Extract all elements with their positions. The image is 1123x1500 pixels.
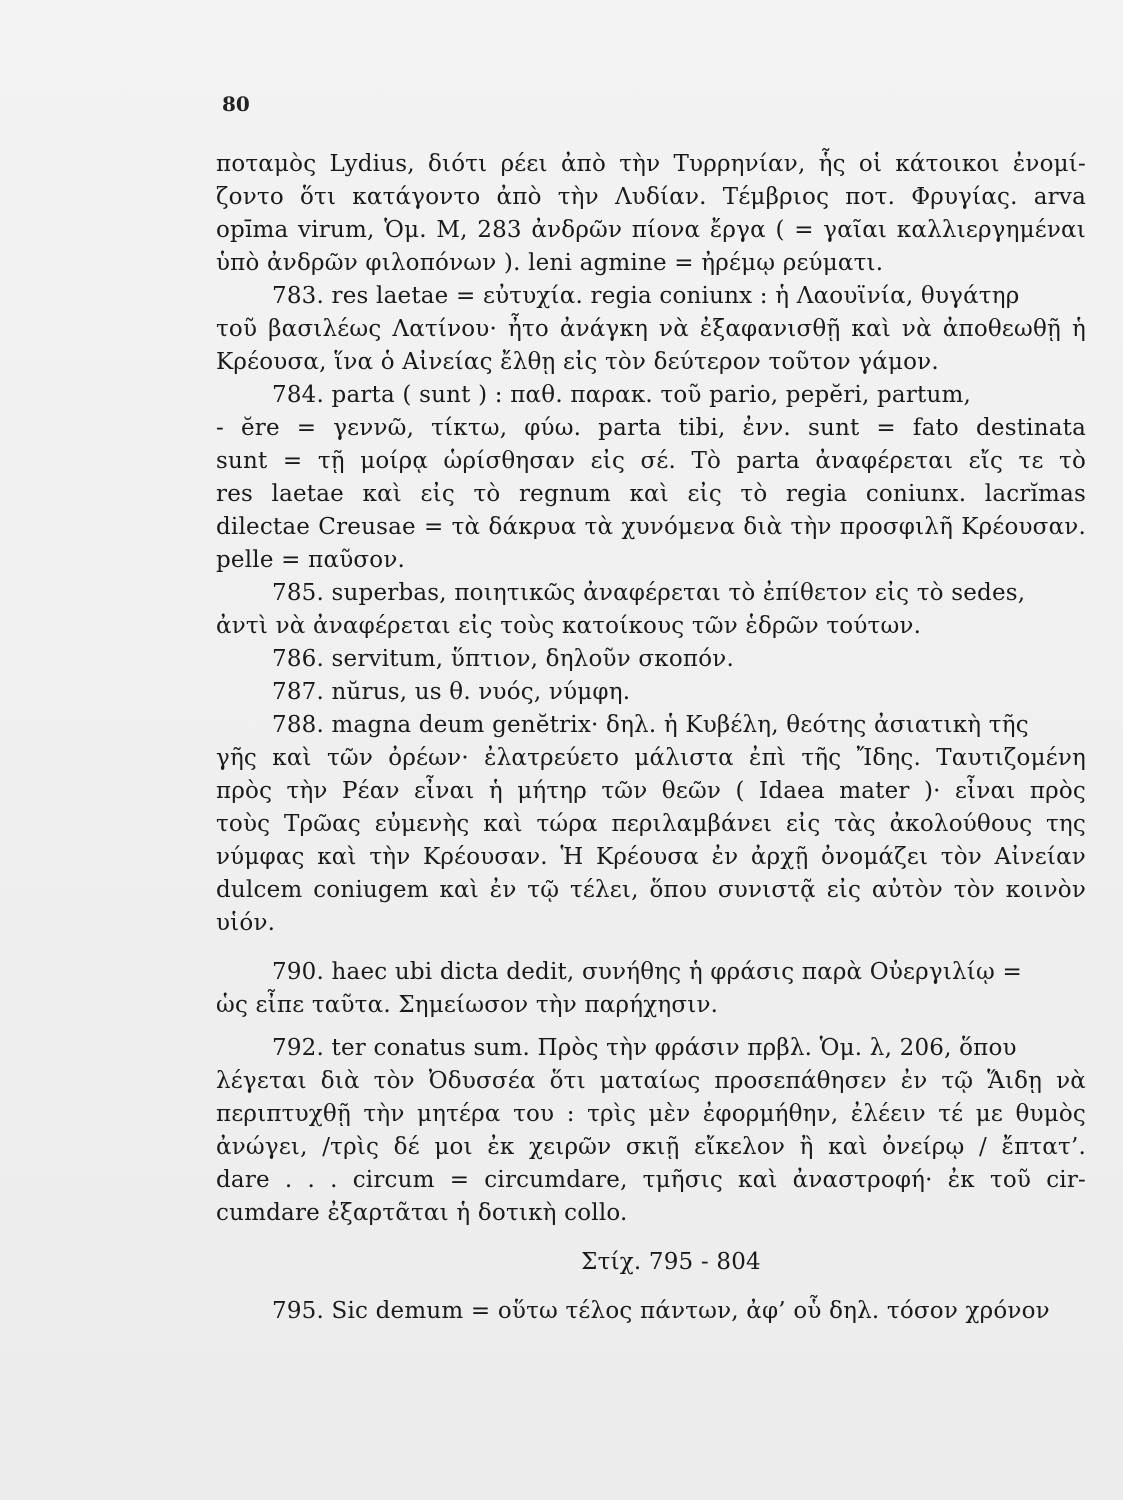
text-line: ὡς εἶπε ταῦτα. Σημείωσον τὴν παρήχησιν. xyxy=(216,992,719,1018)
text-line: ὑπὸ ἀνδρῶν φιλοπόνων ). leni agmine = ἠρέμῳ ρεύματι. xyxy=(216,250,884,276)
text-line: 788. magna deum genĕtrix· δηλ. ἡ Κυβέλη, θεότης ἀσιατικὴ τῆς xyxy=(272,712,1029,738)
section-heading: Στίχ. 795 - 804 xyxy=(581,1249,761,1275)
text-line: 795. Sic demum = οὕτω τέλος πάντων, ἀφ’ οὗ δηλ. τόσον χρόνον xyxy=(272,1298,1050,1324)
text-line: dulcem coniugem καὶ ἐν τῷ τέλει, ὅπου συνιστᾷ εἰς αὐτὸν τὸν κοινὸν xyxy=(216,877,1086,903)
text-line: sunt = τῇ μοίρᾳ ὡρίσθησαν εἰς σέ. Τὸ parta ἀναφέρεται εἴς τε τὸ xyxy=(216,448,1086,474)
text-line: ζοντο ὅτι κατάγοντο ἀπὸ τὴν Λυδίαν. Τέμβριος ποτ. Φρυγίας. arva xyxy=(216,184,1086,210)
text-line: ποταμὸς Lydius, διότι ρέει ἀπὸ τὴν Τυρρηνίαν, ἧς οἱ κάτοικοι ἐνομί- xyxy=(216,151,1086,177)
text-line: πρὸς τὴν Ρέαν εἶναι ἡ μήτηρ τῶν θεῶν ( Idaea mater )· εἶναι πρὸς xyxy=(216,778,1086,804)
text-line: νύμφας καὶ τὴν Κρέουσαν. Ἡ Κρέουσα ἐν ἀρχῇ ὀνομάζει τὸν Αἰνείαν xyxy=(216,844,1086,870)
paragraph-gap xyxy=(216,1279,1086,1295)
text-line: 786. servitum, ὕπτιον, δηλοῦν σκοπόν. xyxy=(272,646,734,672)
text-line: 787. nŭrus, us θ. νυός, νύμφη. xyxy=(272,679,631,705)
text-line: Κρέουσα, ἵνα ὁ Αἰνείας ἔλθῃ εἰς τὸν δεύτερον τοῦτον γάμον. xyxy=(216,349,939,375)
text-line: λέγεται διὰ τὸν Ὀδυσσέα ὅτι ματαίως προσεπάθησεν ἐν τῷ Ἅιδῃ νὰ xyxy=(216,1068,1086,1094)
text-line: υἱόν. xyxy=(216,910,276,936)
text-line: 783. res laetae = εὐτυχία. regia coniunx : ἡ Λαουϊνία, θυγάτηρ xyxy=(272,283,1020,309)
text-line: res laetae καὶ εἰς τὸ regnum καὶ εἰς τὸ regia coniunx. lacrĭmas xyxy=(216,481,1086,507)
text-line: τοῦ βασιλέως Λατίνου· ἦτο ἀνάγκη νὰ ἐξαφανισθῇ καὶ νὰ ἀποθεωθῇ ἡ xyxy=(216,316,1086,342)
text-line: 784. parta ( sunt ) : παθ. παρακ. τοῦ pario, pepĕri, partum, xyxy=(272,382,972,408)
text-line: γῆς καὶ τῶν ὀρέων· ἐλατρεύετο μάλιστα ἐπὶ τῆς Ἴδης. Ταυτιζομένη xyxy=(216,745,1086,771)
text-line: 790. haec ubi dicta dedit, συνήθης ἡ φράσις παρὰ Οὐεργιλίῳ = xyxy=(272,959,1022,985)
text-line: dilectae Creusae = τὰ δάκρυα τὰ χυνόμενα διὰ τὴν προσφιλῆ Κρέουσαν. xyxy=(216,514,1086,540)
text-line: περιπτυχθῇ τὴν μητέρα του : τρὶς μὲν ἐφορμήθην, ἐλέειν τέ με θυμὸς xyxy=(216,1101,1086,1127)
text-line: ἀντὶ νὰ ἀναφέρεται εἰς τοὺς κατοίκους τῶν ἑδρῶν τούτων. xyxy=(216,613,922,639)
paragraph-gap xyxy=(216,1022,1086,1032)
text-line: cumdare ἐξαρτᾶται ἡ δοτικὴ collo. xyxy=(216,1200,628,1226)
text-line: - ĕre = γεννῶ, τίκτω, φύω. parta tibi, ἐνν. sunt = fato destinata xyxy=(216,415,1086,441)
text-line: 785. superbas, ποιητικῶς ἀναφέρεται τὸ ἐπίθετον εἰς τὸ sedes, xyxy=(272,580,1026,606)
text-line: pelle = παῦσον. xyxy=(216,547,406,573)
text-line: ἀνώγει, /τρὶς δέ μοι ἐκ χειρῶν σκιῇ εἴκελον ἢ καὶ ὀνείρῳ / ἔπτατ’. xyxy=(216,1134,1086,1160)
paragraph-gap xyxy=(216,1230,1086,1246)
text-line: dare . . . circum = circumdare, τμῆσις καὶ ἀναστροφή· ἐκ τοῦ cir- xyxy=(216,1167,1086,1193)
paragraph-gap xyxy=(216,940,1086,956)
page-number: 80 xyxy=(222,92,250,116)
text-line: τοὺς Τρῶας εὐμενὴς καὶ τώρα περιλαμβάνει εἰς τὰς ἀκολούθους της xyxy=(216,811,1086,837)
text-line: opīma virum, Ὁμ. Μ, 283 ἀνδρῶν πίονα ἔργα ( = γαῖαι καλλιεργημέναι xyxy=(216,217,1086,243)
text-line: 792. ter conatus sum. Πρὸς τὴν φράσιν πρβλ. Ὁμ. λ, 206, ὅπου xyxy=(272,1035,1017,1061)
commentary-text xyxy=(216,148,1086,1328)
